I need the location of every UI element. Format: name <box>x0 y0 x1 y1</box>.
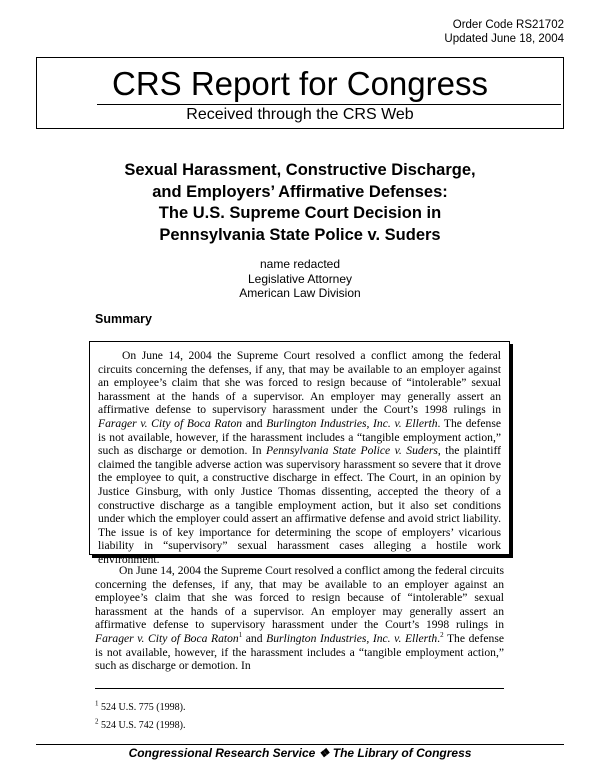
body-text-part: and <box>242 631 267 645</box>
author-block <box>0 257 600 301</box>
order-code-block <box>444 18 564 46</box>
report-title-line: The U.S. Supreme Court Decision in <box>158 204 442 222</box>
case-name: Pennsylvania State Police v. Suders <box>265 444 438 458</box>
header-title: CRS Report for Congress <box>112 65 488 102</box>
summary-text-part: . The defense is not available, however, if the harassment includes a “tangible employment action,” such as discharge or demotion. In <box>98 416 501 458</box>
summary-text-part: , the plaintiff claimed the tangible adverse action was supervisory harassment so severe that it drove the employee to quit, a constructive discharge in effect. The Court, in an opinion by Justice Ginsburg, with only Justice Thomas dissenting, accepted the theory of a constructive discharge as a tangible employment action, but it also set conditions under which the employer could assert an affirmative defense and avoid strict liability. The issue is of key importance for determining the scope of employers’ vicarious liability in “supervisory” sexual harassment cases alleging a hostile work environment. <box>98 444 502 566</box>
summary-box <box>89 341 510 566</box>
summary-text-part: On June 14, 2004 the Supreme Court resolved a conflict among the federal circuits concerning the defenses, if any, that may be available to an employer against an employee’s claim that she was forced to resign because of “intolerable” sexual harassment at the hands of a supervisor. An employer may generally assert an affirmative defense to supervisory harassment under the Court’s 1998 rulings in <box>98 349 501 417</box>
case-name: Farager v. City of Boca Raton <box>95 631 239 645</box>
footnote-text: 524 U.S. 742 (1998). <box>101 720 186 731</box>
case-name: Farager v. City of Boca Raton <box>98 416 243 430</box>
footer-text: Congressional Research Service ❖ The Library of Congress <box>128 746 472 760</box>
footnote-1 <box>95 699 186 714</box>
report-title <box>60 160 540 246</box>
summary-text <box>98 349 501 567</box>
footnote-number: 2 <box>95 717 99 726</box>
author-position: Legislative Attorney <box>247 271 353 286</box>
footnote-ref-2[interactable]: 2 <box>440 631 444 640</box>
body-text-part: The defense is not available, however, if the harassment includes a “tangible employment action,” such as discharge or demotion. In <box>95 631 504 673</box>
author-name: name redacted <box>259 257 341 271</box>
footnote-divider <box>95 688 504 689</box>
body-text-part: On June 14, 2004 the Supreme Court resolved a conflict among the federal circuits concerning the defenses, if any, that may be available to an employer against an employee’s claim that she was forced to resign because of “intolerable” sexual harassment at the hands of a supervisor. An employer may generally assert an affirmative defense to supervisory harassment under the Court’s 1998 rulings in <box>95 564 504 632</box>
summary-heading: Summary <box>95 312 152 326</box>
footnote-number: 1 <box>95 699 99 708</box>
footnote-text: 524 U.S. 775 (1998). <box>101 702 186 713</box>
report-title-line: and Employers’ Affirmative Defenses: <box>152 182 448 201</box>
case-name: Burlington Industries, Inc. v. Ellerth <box>266 416 438 430</box>
summary-text-part: and <box>242 416 267 430</box>
order-code: Order Code RS21702 <box>452 19 564 31</box>
report-title-line: Pennsylvania State Police v. Suders <box>159 225 441 244</box>
footnote-2 <box>95 717 186 732</box>
body-paragraph <box>95 564 504 673</box>
footer-divider <box>36 744 564 745</box>
case-name: Burlington Industries, Inc. v. Ellerth <box>266 631 438 645</box>
updated-date: Updated June 18, 2004 <box>444 33 564 45</box>
author-division: American Law Division <box>239 286 361 300</box>
footnote-ref-1[interactable]: 1 <box>238 631 243 640</box>
report-header <box>36 57 564 129</box>
body-text-part: . <box>437 631 441 645</box>
report-title-line: Sexual Harassment, Constructive Discharge, <box>124 161 476 179</box>
header-subtitle: Received through the CRS Web <box>186 106 414 123</box>
